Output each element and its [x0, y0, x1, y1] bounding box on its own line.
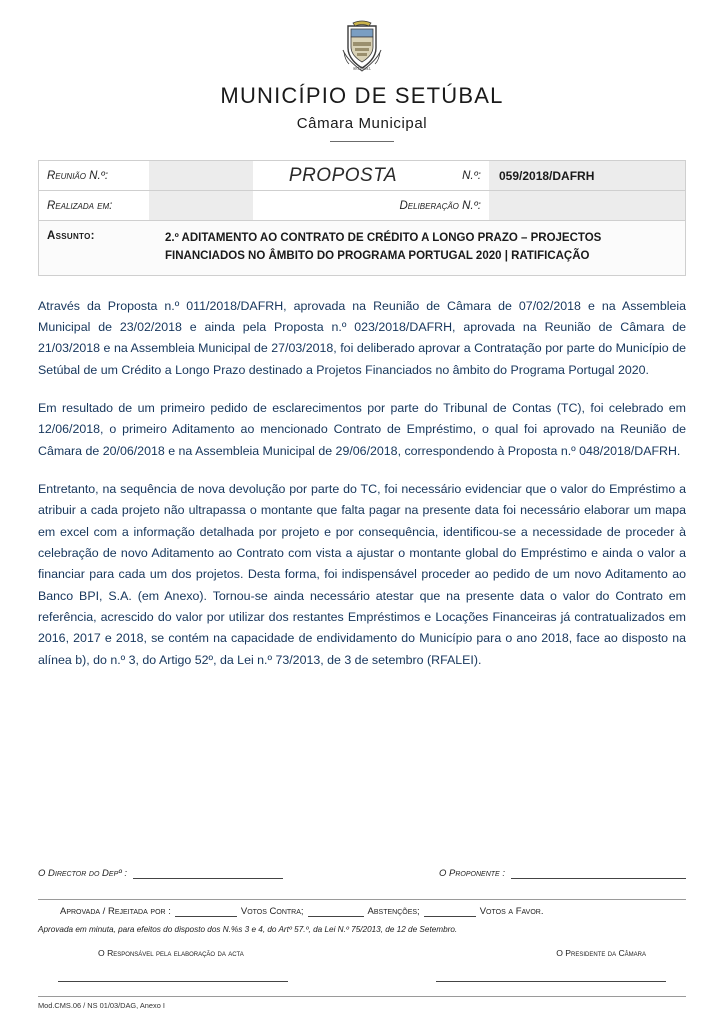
votos-contra-field[interactable]: [308, 905, 364, 917]
aprovada-field[interactable]: [175, 905, 237, 917]
deliberacao-label-text: Deliberação N.º:: [399, 199, 481, 212]
proponente-signature-line[interactable]: [511, 867, 686, 879]
form-row-reuniao: [39, 161, 685, 191]
body-paragraph-2: Em resultado de um primeiro pedido de esclarecimentos por parte do Tribunal de Contas (TC), foi celebrado em 12/06/2018, o primeiro Aditamento ao mencionado Contrato de Empréstimo, o qual foi aprovado na Reunião de Câmara de 20/06/2018 e na Assembleia Municipal de 29/06/2018, correspondendo à Proposta n.º 048/2018/DAFRH.: [38, 400, 686, 458]
numero-value-field[interactable]: 059/2018/DAFRH: [489, 161, 685, 190]
body-paragraph-1: Através da Proposta n.º 011/2018/DAFRH, aprovada na Reunião de Câmara de 07/02/2018 e na Assembleia Municipal de 23/02/2018 e ainda pela Proposta n.º 023/2018/DAFRH, aprovada na Reunião de Câmara de 21/03/2018 e na Assembleia Municipal de 27/03/2018, foi deliberado aprovar a Contratação por parte do Município de Setúbal de um Crédito a Longo Prazo destinado a Projetos Financiados no âmbito do Programa Portugal 2020.: [38, 298, 686, 377]
director-signature-block: [38, 867, 283, 879]
deliberacao-label: [371, 191, 489, 220]
form-reference-footer: Mod.CMS.06 / NS 01/03/DAG, Anexo I: [38, 996, 686, 1010]
presidente-label: O Presidente da Câmara: [556, 948, 646, 958]
reuniao-label: [39, 161, 149, 190]
crest-container: [38, 20, 686, 79]
body-paragraph-3: Entretanto, na sequência de nova devolução por parte do TC, foi necessário evidenciar que o valor do Empréstimo a atribuir a cada projeto não ultrapassa o montante que falta pagar na presente data foi necessário elaborar um mapa em excel com a informação detalhada por projeto e por consequência, identificou-se a necessidade de proceder à celebração de novo Aditamento ao Contrato com vista a ajustar o montante global do Empréstimo e ainda o valor a financiar para cada um dos projetos. Desta forma, foi indispensável proceder ao pedido de um novo Aditamento ao Banco BPI, S.A. (em Anexo). Tornou-se ainda necessário atestar que na presente data o valor do Contrato em referência, acrescido do valor por utilizar dos restantes Empréstimos e Locações Financeiras já contratualizados em 2016, 2017 e 2018, se contém na capacidade de endividamento do Município para o ano 2018, face ao disposto na alínea b), do n.º 3, do Artigo 52º, da Lei n.º 73/2013, de 3 de setembro (RFALEI).: [38, 481, 686, 667]
signature-area: [38, 867, 686, 1010]
responsavel-acta-label: O Responsável pela elaboração da acta: [98, 948, 244, 958]
reuniao-label-text: Reunião N.º:: [47, 169, 109, 182]
svg-text:SETÚBAL: SETÚBAL: [353, 66, 371, 71]
responsible-signature-lines: [38, 980, 686, 982]
municipality-body: Câmara Municipal: [296, 115, 428, 132]
numero-label: [433, 161, 489, 190]
proponente-label: O Proponente :: [439, 868, 505, 879]
reuniao-value-field[interactable]: [149, 161, 253, 190]
director-label: O Director do Depº :: [38, 868, 127, 879]
signature-row: [38, 867, 686, 879]
responsible-labels-row: [38, 948, 686, 958]
realizada-label-text: Realizada em:: [47, 199, 113, 212]
form-spacer: [253, 191, 371, 220]
minuta-note: Aprovada em minuta, para efeitos do disposto dos N.%s 3 e 4, do Artº 57.º, da Lei N.º 75/2013, de 12 de Setembro.: [38, 925, 458, 934]
form-row-realizada: [39, 191, 685, 221]
municipality-title: MUNICÍPIO DE SETÚBAL: [220, 83, 504, 108]
director-signature-line[interactable]: [133, 867, 283, 879]
approval-row: [38, 899, 686, 917]
document-type-title: PROPOSTA: [288, 164, 398, 186]
realizada-value-field[interactable]: [149, 191, 253, 220]
aprovada-label: Aprovada / Rejeitada por :: [60, 906, 171, 917]
header-divider: [330, 141, 394, 142]
deliberacao-value-field[interactable]: [489, 191, 685, 220]
presidente-signature-line[interactable]: [436, 980, 666, 982]
abstencoes-label: Abstenções;: [367, 906, 420, 917]
proposal-header-table: [38, 160, 686, 276]
assunto-label: Assunto:: [47, 230, 95, 242]
numero-label-text: N.º:: [462, 169, 481, 182]
responsavel-acta-signature-line[interactable]: [58, 980, 288, 982]
assunto-text: 2.º ADITAMENTO AO CONTRATO DE CRÉDITO A LONGO PRAZO – PROJECTOS FINANCIADOS NO ÂMBITO DO PROGRAMA PORTUGAL 2020 | RATIFICAÇÃO: [165, 232, 602, 262]
abstencoes-field[interactable]: [424, 905, 476, 917]
realizada-label: [39, 191, 149, 220]
proponente-signature-block: [439, 867, 686, 879]
form-row-assunto: [39, 221, 685, 276]
votos-favor-label: Votos a Favor.: [479, 906, 544, 917]
proposal-body: [38, 296, 686, 671]
setubal-coat-of-arms-icon: [339, 20, 385, 74]
votos-contra-label: Votos Contra;: [240, 906, 304, 917]
